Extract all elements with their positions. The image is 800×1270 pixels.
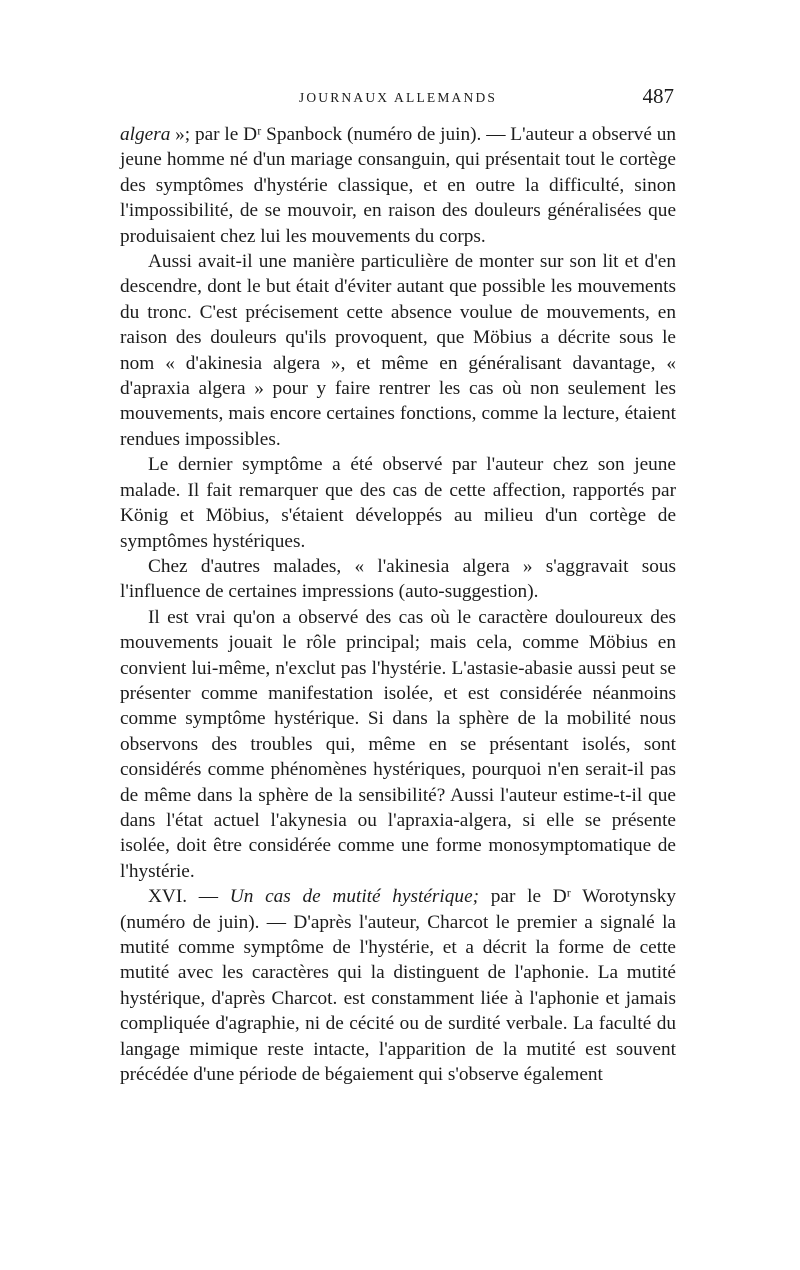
body-text: [120, 122, 676, 1087]
paragraph-text: Il est vrai qu'on a observé des cas où le caractère douloureux des mouvements jouait le rôle principal; mais cela, comme Möbius en convient lui-même, n'exclut pas l'hystérie. L'astasie-abasie aussi peut se présenter comme manifestation isolée, et est considérée néanmoins comme symptôme hystérique. Si dans la sphère de la mobilité nous observons des troubles qui, même en se présentant isolés, sont considérés comme phénomènes hystériques, pourquoi n'en serait-il pas de même dans la sphère de la sensibilité? Aussi l'auteur estime-t-il que dans l'état actuel l'akynesia ou l'apraxia-algera, si elle se présente isolée, doit être considérée comme une forme monosymptomatique de l'hystérie.: [120, 606, 676, 882]
page-number: 487: [642, 84, 674, 108]
paragraph-text: »; par le Dʳ Spanbock (numéro de juin). — L'auteur a observé un jeune homme né d'un mariage consanguin, qui présentait tout le cortège des symptômes d'hystérie classique, et en outre la difficulté, sinon l'impossibilité, de se mouvoir, en raison des douleurs généralisées que produisaient chez lui les mouvements du corps.: [120, 124, 676, 247]
paragraph-text: Chez d'autres malades, « l'akinesia algera » s'aggravait sous l'influence de certaines impressions (auto-suggestion).: [120, 555, 676, 603]
paragraph-last-symptom: [120, 452, 676, 554]
paragraph-section-xvi: [120, 884, 676, 1087]
paragraph-continuation: [120, 122, 676, 249]
italic-term: algera: [120, 124, 171, 145]
running-head: [120, 84, 676, 122]
paragraph-text: Le dernier symptôme a été observé par l'auteur chez son jeune malade. Il fait remarquer que des cas de cette affection, rapportés par König et Möbius, s'étaient développés au milieu d'un cortège de symptômes hystériques.: [120, 454, 676, 552]
paragraph-other-patients: [120, 554, 676, 605]
paragraph-text: Aussi avait-il une manière particulière de monter sur son lit et d'en descendre, dont le but était d'éviter autant que possible les mouvements du tronc. C'est précisement cette absence voulue de mouvements, en raison des douleurs qu'ils provoquent, que Möbius a décrite sous le nom « d'akinesia algera », et même en généralisant davantage, « d'apraxia algera » pour y faire rentrer les cas où non seulement les mouvements, mais encore certaines fonctions, comme la lecture, étaient rendues impossibles.: [120, 251, 676, 450]
paragraph-text: par le Dʳ Worotynsky (numéro de juin). — D'après l'auteur, Charcot le premier a signalé la mutité comme symptôme de l'hystérie, et a décrit la forme de cette mutité avec les caractères qui la distinguent de l'aphonie. La mutité hystérique, d'après Charcot. est constamment liée à l'aphonie et jamais compliquée d'agraphie, ni de cécité ou de surdité verbale. La faculté du langage mimique reste intacte, l'apparition de la mutité est souvent précédée d'une période de bégaiement qui s'observe également: [120, 886, 676, 1086]
book-page: [120, 84, 676, 1087]
article-title: Un cas de mutité hystérique;: [229, 886, 480, 908]
section-number: XVI. —: [148, 886, 230, 908]
paragraph-akinesia: [120, 249, 676, 452]
paragraph-hysteria-argument: [120, 605, 676, 884]
running-title: JOURNAUX ALLEMANDS: [298, 90, 498, 105]
